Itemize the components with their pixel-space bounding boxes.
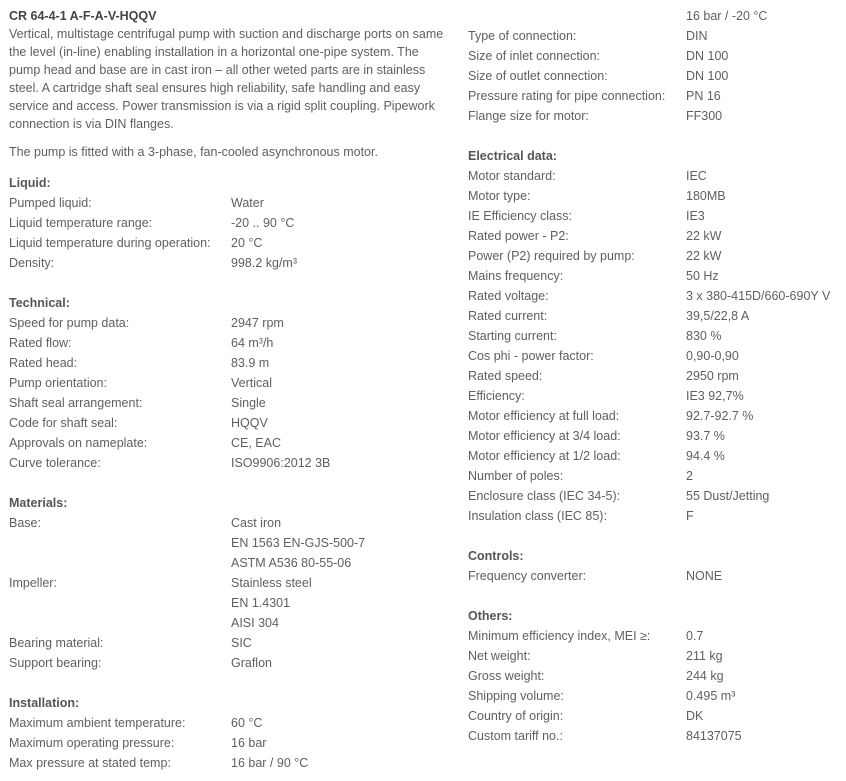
spec-label: Enclosure class (IEC 34-5): xyxy=(468,489,621,503)
spec-label: Bearing material: xyxy=(9,636,104,650)
spec-value: PN 16 xyxy=(686,89,721,103)
spec-value: CE, EAC xyxy=(231,436,282,450)
spec-label: Type of connection: xyxy=(468,29,577,43)
spec-value: 60 °C xyxy=(231,716,263,730)
section-title-liquid: Liquid: xyxy=(9,176,51,190)
spec-value: 3 x 380-415D/660-690Y V xyxy=(686,289,831,303)
spec-row xyxy=(468,626,846,646)
spec-row xyxy=(468,566,846,586)
spec-value: 0.495 m³ xyxy=(686,689,736,703)
spec-row xyxy=(468,186,846,206)
spec-row xyxy=(9,193,449,213)
spec-value: ASTM A536 80-55-06 xyxy=(231,556,352,570)
spec-value: 2 xyxy=(686,469,693,483)
spec-value: 0,90-0,90 xyxy=(686,349,739,363)
spec-value: 22 kW xyxy=(686,249,722,263)
spec-value: SIC xyxy=(231,636,252,650)
technical-rows xyxy=(9,313,449,473)
spec-row xyxy=(468,706,846,726)
spec-row xyxy=(468,506,846,526)
spec-value: 84137075 xyxy=(686,729,742,743)
spec-value: HQQV xyxy=(231,416,268,430)
spec-value: Cast iron xyxy=(231,516,282,530)
spec-value: NONE xyxy=(686,569,723,583)
spec-label: IE Efficiency class: xyxy=(468,209,572,223)
spec-value: IEC xyxy=(686,169,707,183)
spec-label: Insulation class (IEC 85): xyxy=(468,509,607,523)
spec-value: 0.7 xyxy=(686,629,704,643)
spec-label: Starting current: xyxy=(468,329,557,343)
spec-value: 64 m³/h xyxy=(231,336,274,350)
spec-row xyxy=(9,533,449,553)
spec-row xyxy=(9,753,449,773)
spec-label: Curve tolerance: xyxy=(9,456,101,470)
spec-value: Graflon xyxy=(231,656,272,670)
spec-value: 39,5/22,8 A xyxy=(686,309,750,323)
installation-rows xyxy=(9,713,449,773)
spec-label: Flange size for motor: xyxy=(468,109,589,123)
spec-value: 2947 rpm xyxy=(231,316,284,330)
spec-label: Base: xyxy=(9,516,41,530)
spec-value: 22 kW xyxy=(686,229,722,243)
spec-row xyxy=(9,213,449,233)
spec-value: Stainless steel xyxy=(231,576,312,590)
spec-row xyxy=(468,386,846,406)
spec-row xyxy=(468,226,846,246)
spec-row xyxy=(9,333,449,353)
spec-value: -20 .. 90 °C xyxy=(231,216,295,230)
spec-value: DK xyxy=(686,709,704,723)
spec-value: Water xyxy=(231,196,264,210)
spec-value: 998.2 kg/m³ xyxy=(231,256,298,270)
spec-value: ISO9906:2012 3B xyxy=(231,456,331,470)
spec-value: EN 1563 EN-GJS-500-7 xyxy=(231,536,366,550)
technical-section xyxy=(9,293,449,473)
spec-value: AISI 304 xyxy=(231,616,279,630)
spec-value: 211 kg xyxy=(686,649,723,663)
spec-row xyxy=(9,253,449,273)
spec-row xyxy=(468,366,846,386)
spec-label xyxy=(9,593,231,613)
spec-label: Cos phi - power factor: xyxy=(468,349,594,363)
liquid-rows xyxy=(9,193,449,273)
spec-row xyxy=(9,593,449,613)
spec-value: Vertical xyxy=(231,376,272,390)
spec-label: Rated power - P2: xyxy=(468,229,569,243)
controls-section xyxy=(468,546,846,586)
spec-row xyxy=(468,326,846,346)
spec-label: Net weight: xyxy=(468,649,531,663)
spec-value: 2950 rpm xyxy=(686,369,739,383)
spec-label: Rated speed: xyxy=(468,369,543,383)
spec-value: 92.7-92.7 % xyxy=(686,409,754,423)
spec-label: Pump orientation: xyxy=(9,376,107,390)
spec-label: Minimum efficiency index, MEI ≥: xyxy=(468,629,651,643)
spec-value: 94.4 % xyxy=(686,449,725,463)
installation-section xyxy=(9,693,449,773)
product-description: Vertical, multistage centrifugal pump with suction and discharge ports on same the level (in-line) enabling installation in a horizontal one-pipe system. The pump head and base are in cast iron – all other weted parts are in stainless steel. A cartridge shaft seal ensures high reliability, safe handling and easy service and access. Power transmission is via a rigid split coupling. Pipework connection is via DIN flanges. xyxy=(9,27,444,131)
spec-row xyxy=(9,633,449,653)
spec-row xyxy=(468,446,846,466)
spec-label: Size of outlet connection: xyxy=(468,69,608,83)
spec-label: Motor type: xyxy=(468,189,531,203)
installation-continued-value: 16 bar / -20 °C xyxy=(686,9,768,23)
spec-row xyxy=(468,466,846,486)
spec-value: IE3 92,7% xyxy=(686,389,744,403)
spec-label: Code for shaft seal: xyxy=(9,416,118,430)
spec-label: Approvals on nameplate: xyxy=(9,436,148,450)
spec-label: Liquid temperature range: xyxy=(9,216,153,230)
spec-value: F xyxy=(686,509,694,523)
spec-value: 20 °C xyxy=(231,236,263,250)
product-title: CR 64-4-1 A-F-A-V-HQQV xyxy=(9,9,157,23)
electrical-rows xyxy=(468,166,846,526)
spec-value: 83.9 m xyxy=(231,356,270,370)
spec-row xyxy=(9,413,449,433)
spec-row xyxy=(9,573,449,593)
spec-value: 244 kg xyxy=(686,669,724,683)
spec-label: Pressure rating for pipe connection: xyxy=(468,89,666,103)
spec-row xyxy=(468,206,846,226)
spec-value: Single xyxy=(231,396,266,410)
others-section xyxy=(468,606,846,746)
spec-label: Mains frequency: xyxy=(468,269,564,283)
section-title-technical: Technical: xyxy=(9,296,70,310)
spec-value: DN 100 xyxy=(686,49,729,63)
spec-label: Max pressure at stated temp: xyxy=(9,756,171,770)
section-title-others: Others: xyxy=(468,609,513,623)
spec-row xyxy=(468,726,846,746)
motor-note: The pump is fitted with a 3-phase, fan-cooled asynchronous motor. xyxy=(9,145,378,159)
spec-label: Motor efficiency at full load: xyxy=(468,409,620,423)
spec-row xyxy=(9,653,449,673)
spec-row xyxy=(468,246,846,266)
section-title-materials: Materials: xyxy=(9,496,68,510)
spec-row xyxy=(468,346,846,366)
spec-row xyxy=(468,166,846,186)
spec-label: Speed for pump data: xyxy=(9,316,130,330)
spec-row xyxy=(9,313,449,333)
spec-value: 55 Dust/Jetting xyxy=(686,489,770,503)
spec-row xyxy=(468,106,846,126)
spec-label: Frequency converter: xyxy=(468,569,587,583)
spec-value: IE3 xyxy=(686,209,705,223)
spec-row xyxy=(9,433,449,453)
electrical-section xyxy=(468,146,846,526)
left-column xyxy=(9,8,449,773)
spec-value: FF300 xyxy=(686,109,723,123)
spec-row xyxy=(9,353,449,373)
spec-row xyxy=(468,266,846,286)
spec-row xyxy=(468,286,846,306)
spec-row xyxy=(9,733,449,753)
spec-label: Rated voltage: xyxy=(468,289,549,303)
controls-rows xyxy=(468,566,846,586)
section-title-controls: Controls: xyxy=(468,549,524,563)
spec-label: Shipping volume: xyxy=(468,689,564,703)
spec-label: Number of poles: xyxy=(468,469,564,483)
spec-label: Motor standard: xyxy=(468,169,556,183)
spec-label: Size of inlet connection: xyxy=(468,49,601,63)
spec-row xyxy=(468,86,846,106)
spec-label: Support bearing: xyxy=(9,656,102,670)
spec-value: 93.7 % xyxy=(686,429,725,443)
spec-label: Motor efficiency at 1/2 load: xyxy=(468,449,621,463)
spec-label: Maximum operating pressure: xyxy=(9,736,175,750)
spec-label: Power (P2) required by pump: xyxy=(468,249,635,263)
spec-row xyxy=(9,553,449,573)
section-title-installation: Installation: xyxy=(9,696,80,710)
spec-label: Liquid temperature during operation: xyxy=(9,236,211,250)
spec-value: EN 1.4301 xyxy=(231,596,291,610)
spec-value: 16 bar / 90 °C xyxy=(231,756,309,770)
spec-row xyxy=(468,66,846,86)
spec-label: Gross weight: xyxy=(468,669,545,683)
right-column xyxy=(468,8,846,746)
spec-row xyxy=(9,713,449,733)
spec-label: Maximum ambient temperature: xyxy=(9,716,186,730)
section-title-electrical: Electrical data: xyxy=(468,149,557,163)
others-rows xyxy=(468,626,846,746)
spec-value: 180MB xyxy=(686,189,726,203)
spec-value: DIN xyxy=(686,29,708,43)
spec-value: 16 bar xyxy=(231,736,267,750)
spec-label: Country of origin: xyxy=(468,709,564,723)
spec-label: Pumped liquid: xyxy=(9,196,92,210)
spec-row xyxy=(9,613,449,633)
spec-label: Shaft seal arrangement: xyxy=(9,396,143,410)
spec-value: DN 100 xyxy=(686,69,729,83)
spec-label xyxy=(9,553,231,573)
spec-label xyxy=(9,613,231,633)
spec-row xyxy=(468,26,846,46)
spec-label: Motor efficiency at 3/4 load: xyxy=(468,429,621,443)
spec-row xyxy=(468,666,846,686)
spec-row xyxy=(468,686,846,706)
spec-row xyxy=(9,373,449,393)
spec-row xyxy=(468,426,846,446)
spec-row xyxy=(468,406,846,426)
materials-rows xyxy=(9,513,449,673)
spec-row xyxy=(9,453,449,473)
spec-label: Rated head: xyxy=(9,356,78,370)
spec-row xyxy=(9,513,449,533)
spec-label: Custom tariff no.: xyxy=(468,729,563,743)
spec-label: Impeller: xyxy=(9,576,57,590)
spec-label: Efficiency: xyxy=(468,389,525,403)
installation-continued-rows xyxy=(468,26,846,126)
spec-label: Density: xyxy=(9,256,55,270)
liquid-section xyxy=(9,173,449,273)
spec-row xyxy=(9,233,449,253)
spec-row xyxy=(468,486,846,506)
materials-section xyxy=(9,493,449,673)
spec-row xyxy=(468,306,846,326)
spec-label: Rated flow: xyxy=(9,336,72,350)
spec-row xyxy=(9,393,449,413)
spec-value: 830 % xyxy=(686,329,722,343)
spec-row xyxy=(468,646,846,666)
spec-row xyxy=(468,46,846,66)
spec-value: 50 Hz xyxy=(686,269,719,283)
spec-label xyxy=(9,533,231,553)
spec-label: Rated current: xyxy=(468,309,548,323)
